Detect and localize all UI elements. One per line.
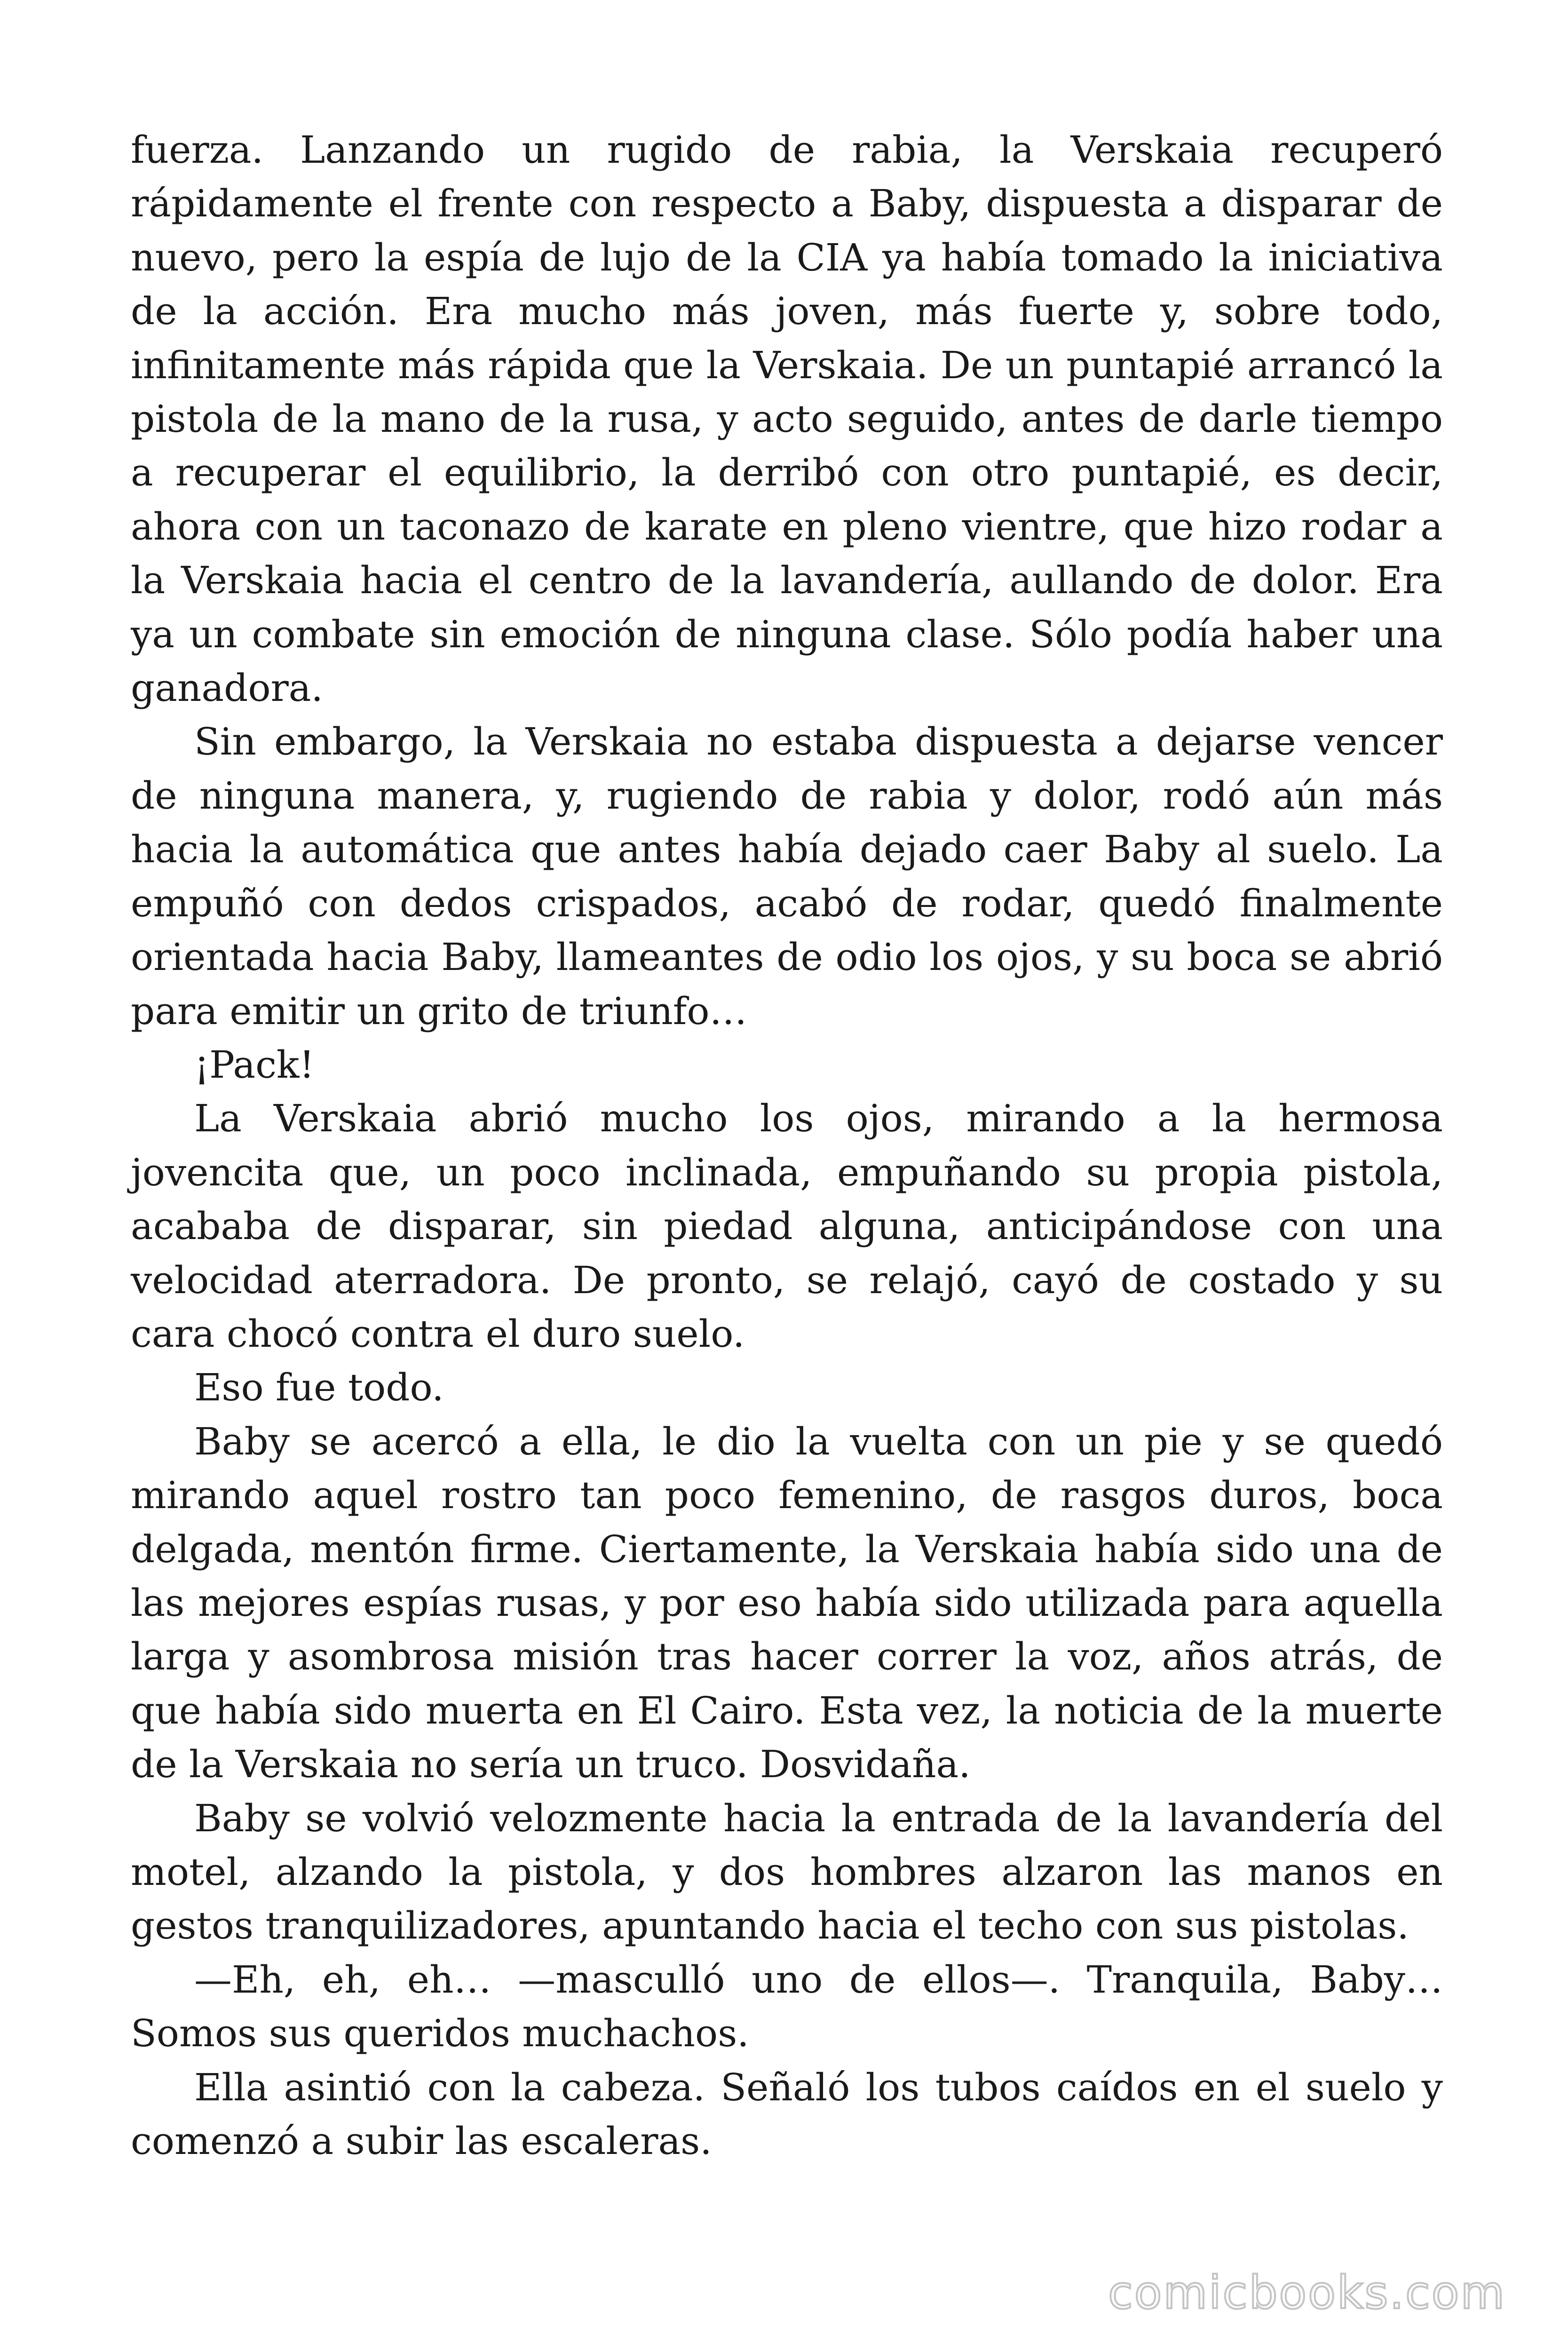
paragraph: Ella asintió con la cabeza. Señaló los tubos caídos en el suelo y comenzó a subir las escaleras. xyxy=(131,2065,1443,2163)
paragraph: Baby se volvió velozmente hacia la entrada de la lavandería del motel, alzando la pistola, y dos hombres alzaron las manos en gestos tranquilizadores, apuntando hacia el techo con sus pistolas. xyxy=(131,1796,1443,1948)
body-text xyxy=(131,123,1443,2168)
paragraph: Baby se acercó a ella, le dio la vuelta con un pie y se quedó mirando aquel rostro tan poco femenino, de rasgos duros, boca delgada, mentón firme. Ciertamente, la Verskaia había sido una de las mejores espías rusas, y por eso había sido utilizada para aquella larga y asombrosa misión tras hacer correr la voz, años atrás, de que había sido muerta en El Cairo. Esta vez, la noticia de la muerte de la Verskaia no sería un truco. Dosvidaña. xyxy=(131,1419,1443,1787)
paragraph: —Eh, eh, eh… —masculló uno de ellos—. Tranquila, Baby… Somos sus queridos muchachos. xyxy=(131,1957,1443,2056)
watermark-text: comicbooks.com xyxy=(1108,2266,1506,2319)
paragraph: La Verskaia abrió mucho los ojos, mirando a la hermosa jovencita que, un poco inclinada, empuñando su propia pistola, acababa de disparar, sin piedad alguna, anticipándose con una velocidad aterradora. De pronto, se relajó, cayó de costado y su cara chocó contra el duro suelo. xyxy=(131,1097,1443,1356)
paragraph: Eso fue todo. xyxy=(194,1366,444,1410)
paragraph: ¡Pack! xyxy=(194,1042,315,1087)
paragraph: fuerza. Lanzando un rugido de rabia, la Verskaia recuperó rápidamente el frente con respecto a Baby, dispuesta a disparar de nuevo, pero la espía de lujo de la CIA ya había tomado la iniciativa de la acción. Era mucho más joven, más fuerte y, sobre todo, infinitamente más rápida que la Verskaia. De un puntapié arrancó la pistola de la mano de la rusa, y acto seguido, antes de darle tiempo a recuperar el equilibrio, la derribó con otro puntapié, es decir, ahora con un taconazo de karate en pleno vientre, que hizo rodar a la Verskaia hacia el centro de la lavandería, aullando de dolor. Era ya un combate sin emoción de ninguna clase. Sólo podía haber una ganadora. xyxy=(131,128,1443,710)
paragraph: Sin embargo, la Verskaia no estaba dispuesta a dejarse vencer de ninguna manera, y, rugiendo de rabia y dolor, rodó aún más hacia la automática que antes había dejado caer Baby al suelo. La empuñó con dedos crispados, acabó de rodar, quedó finalmente orientada hacia Baby, llameantes de odio los ojos, y su boca se abrió para emitir un grito de triunfo… xyxy=(131,720,1443,1033)
